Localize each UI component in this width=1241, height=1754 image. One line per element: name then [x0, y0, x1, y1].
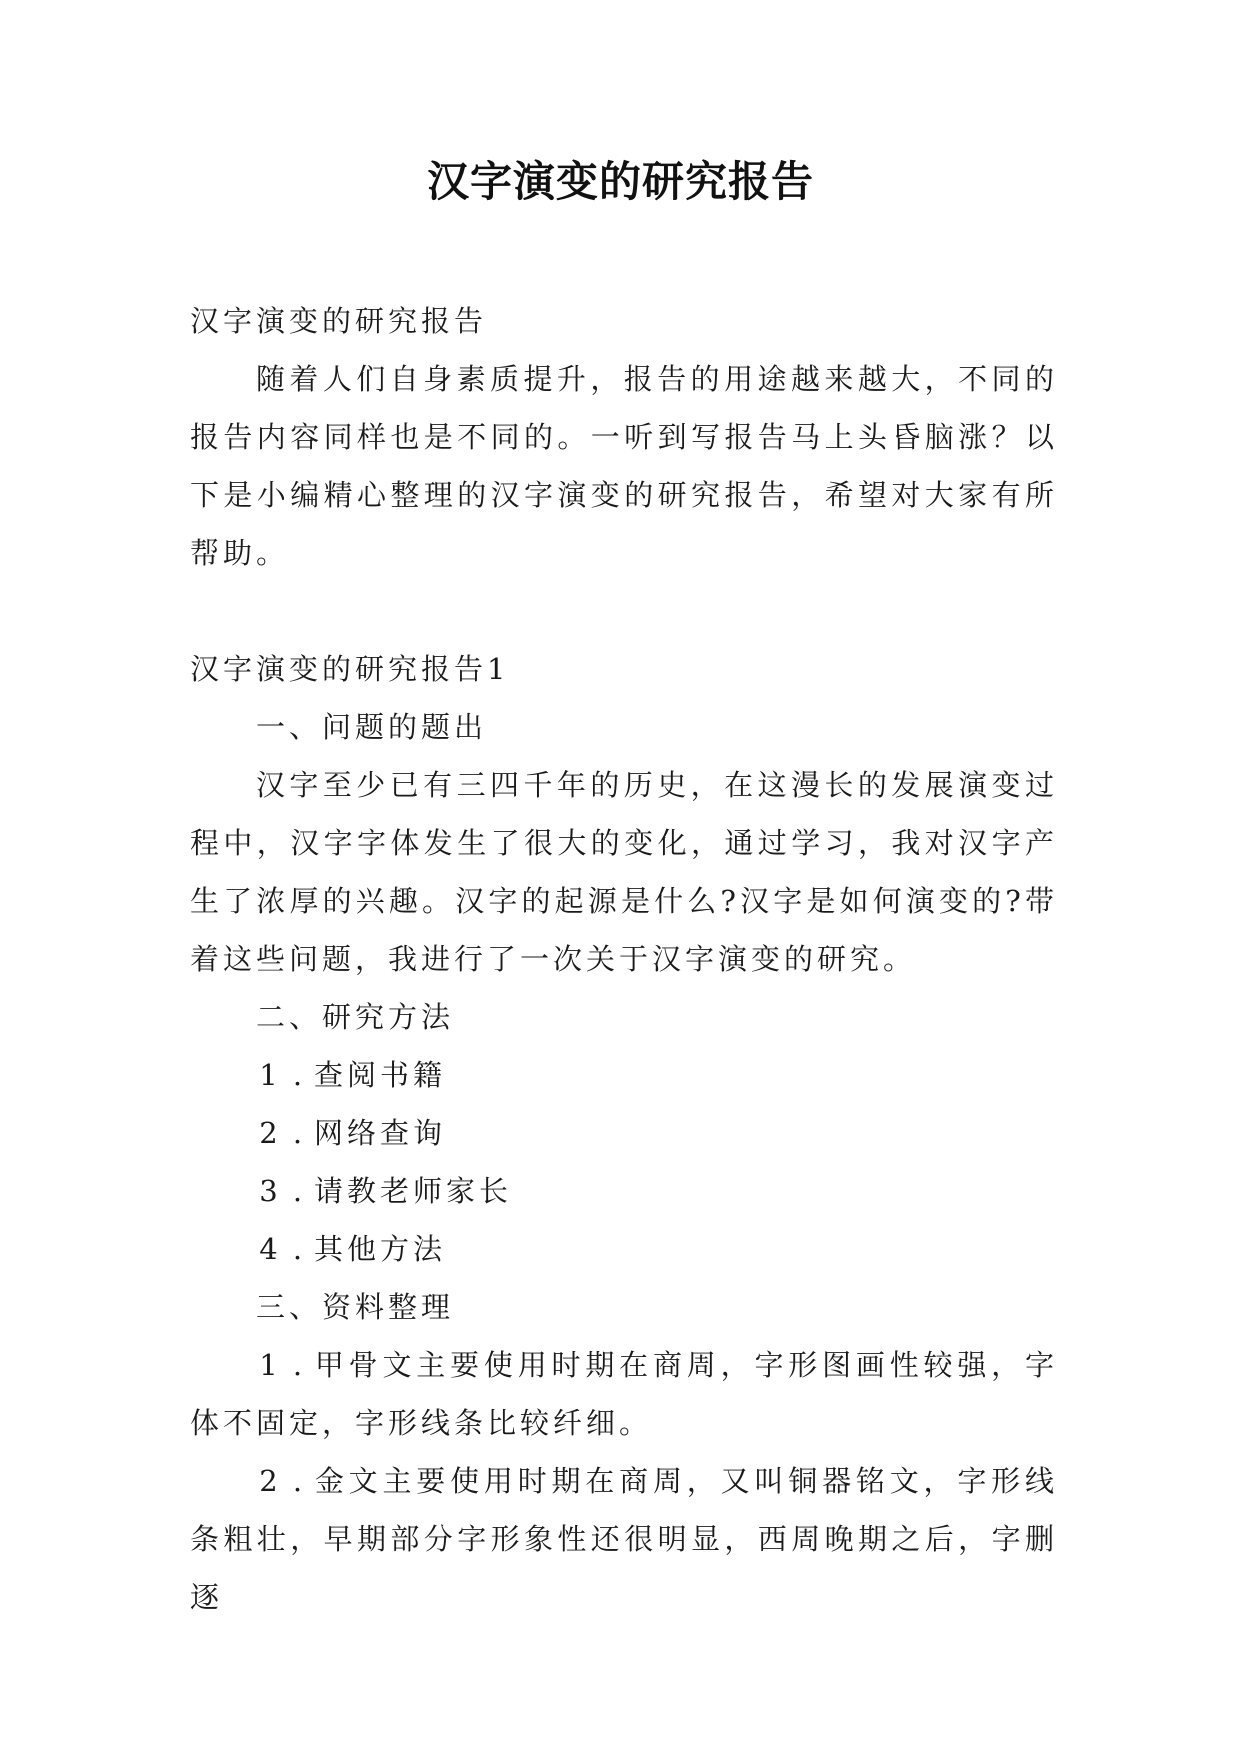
data-item-text: 金文主要使用时期在商周，又叫铜器铭文，字形线条粗壮，早期部分字形象性还很明显，西周晚期之后，字删逐 — [190, 1464, 1058, 1614]
data-item — [190, 1452, 1058, 1626]
data-item-number: 1 — [259, 1348, 282, 1382]
paragraph-gap — [190, 582, 1058, 640]
method-item-number: 1 — [259, 1058, 282, 1092]
method-item-separator: . — [292, 1232, 307, 1266]
intro-heading: 汉字演变的研究报告 — [190, 304, 488, 338]
method-item-text: 网络查询 — [314, 1116, 447, 1150]
method-item-text: 请教老师家长 — [314, 1174, 513, 1208]
section3-title: 三、资料整理 — [256, 1290, 455, 1324]
method-item-separator: . — [292, 1058, 307, 1092]
method-item — [190, 1220, 1058, 1278]
method-item — [190, 1104, 1058, 1162]
method-item-separator: . — [292, 1174, 307, 1208]
method-item-text: 其他方法 — [314, 1232, 447, 1266]
data-item — [190, 1336, 1058, 1452]
report1-heading: 汉字演变的研究报告1 — [190, 652, 510, 686]
intro-paragraph: 随着人们自身素质提升，报告的用途越来越大，不同的报告内容同样也是不同的。一听到写报告马上头昏脑涨？以下是小编精心整理的汉字演变的研究报告，希望对大家有所帮助。 — [190, 362, 1058, 570]
data-item-text: 甲骨文主要使用时期在商周，字形图画性较强，字体不固定，字形线条比较纤细。 — [190, 1348, 1058, 1440]
method-item — [190, 1162, 1058, 1220]
data-item-separator: . — [292, 1464, 307, 1498]
section1-paragraph: 汉字至少已有三四千年的历史，在这漫长的发展演变过程中，汉字字体发生了很大的变化，通过学习，我对汉字产生了浓厚的兴趣。汉字的起源是什么?汉字是如何演变的?带着这些问题，我进行了一次关于汉字演变的研究。 — [190, 768, 1058, 976]
document-body — [190, 292, 1058, 1626]
data-item-number: 2 — [259, 1464, 282, 1498]
method-item-number: 4 — [259, 1232, 282, 1266]
section2-title: 二、研究方法 — [256, 1000, 455, 1034]
method-item-text: 查阅书籍 — [314, 1058, 447, 1092]
method-item-number: 2 — [259, 1116, 282, 1150]
data-item-separator: . — [292, 1348, 307, 1382]
method-item-number: 3 — [259, 1174, 282, 1208]
method-item — [190, 1046, 1058, 1104]
section1-title: 一、问题的题出 — [256, 710, 488, 744]
document-title: 汉字演变的研究报告 — [426, 157, 814, 206]
method-item-separator: . — [292, 1116, 307, 1150]
